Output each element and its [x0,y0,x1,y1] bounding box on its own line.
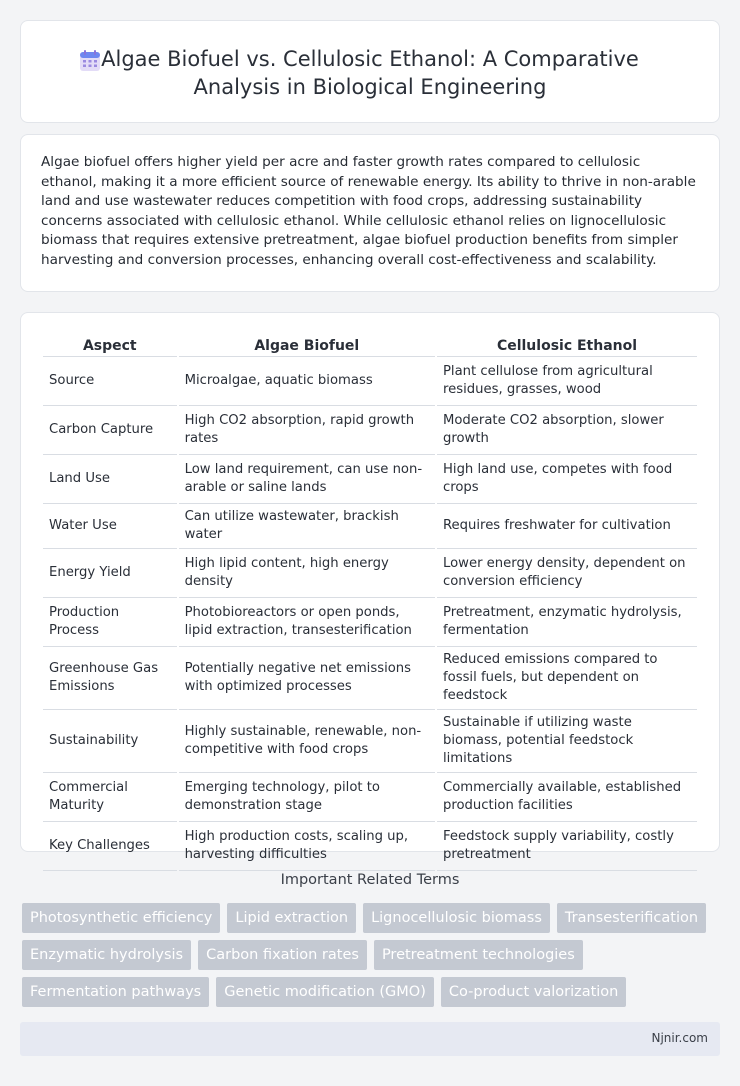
algae-cell: Emerging technology, pilot to demonstration stage [179,773,435,822]
aspect-cell: Water Use [43,504,177,549]
algae-cell: High lipid content, high energy density [179,549,435,598]
related-terms-list [22,903,712,1007]
algae-cell: High CO2 absorption, rapid growth rates [179,406,435,455]
table-row [43,455,697,504]
table-row [43,406,697,455]
related-term-tag[interactable]: Fermentation pathways [22,977,209,1007]
related-term-tag[interactable]: Photosynthetic efficiency [22,903,220,933]
intro-text: Algae biofuel offers higher yield per acre and faster growth rates compared to cellulosic ethanol, making it a more efficient source of renewable energy. Its ability to thrive in non-arable land and use wastewater reduces competition with food crops, addressing sustainability concerns associated with cellulosic ethanol. While cellulosic ethanol relies on lignocellulosic biomass that requires extensive pretreatment, algae biofuel production benefits from simpler harvesting and conversion processes, enhancing overall cost-effectiveness and scalability. [41,154,696,268]
aspect-cell: Source [43,357,177,406]
table-row [43,710,697,773]
related-term-tag[interactable]: Carbon fixation rates [198,940,367,970]
algae-cell: Low land requirement, can use non-arable or saline lands [179,455,435,504]
algae-cell: High production costs, scaling up, harvesting difficulties [179,822,435,871]
aspect-cell: Land Use [43,455,177,504]
column-header: Cellulosic Ethanol [437,331,697,357]
aspect-cell: Sustainability [43,710,177,773]
intro-card [20,134,720,292]
cellulosic-cell: Commercially available, established production facilities [437,773,697,822]
related-term-tag[interactable]: Transesterification [557,903,706,933]
comparison-table [41,331,699,871]
cellulosic-cell: Pretreatment, enzymatic hydrolysis, fermentation [437,598,697,647]
table-row [43,647,697,710]
column-header: Algae Biofuel [179,331,435,357]
related-term-tag[interactable]: Lignocellulosic biomass [363,903,550,933]
cellulosic-cell: Sustainable if utilizing waste biomass, potential feedstock limitations [437,710,697,773]
cellulosic-cell: Lower energy density, dependent on conversion efficiency [437,549,697,598]
table-row [43,504,697,549]
algae-cell: Potentially negative net emissions with optimized processes [179,647,435,710]
aspect-cell: Greenhouse Gas Emissions [43,647,177,710]
aspect-cell: Energy Yield [43,549,177,598]
page-title: Algae Biofuel vs. Cellulosic Ethanol: A Comparative Analysis in Biological Engineering [101,47,639,99]
algae-cell: Microalgae, aquatic biomass [179,357,435,406]
algae-cell: Photobioreactors or open ponds, lipid extraction, transesterification [179,598,435,647]
related-term-tag[interactable]: Genetic modification (GMO) [216,977,434,1007]
cellulosic-cell: Requires freshwater for cultivation [437,504,697,549]
table-row [43,822,697,871]
related-terms-title: Important Related Terms [280,872,460,888]
table-header-row [43,331,697,357]
algae-cell: Can utilize wastewater, brackish water [179,504,435,549]
aspect-cell: Key Challenges [43,822,177,871]
related-term-tag[interactable]: Enzymatic hydrolysis [22,940,191,970]
table-row [43,773,697,822]
cellulosic-cell: Moderate CO2 absorption, slower growth [437,406,697,455]
cellulosic-cell: Plant cellulose from agricultural residues, grasses, wood [437,357,697,406]
table-row [43,598,697,647]
cellulosic-cell: Reduced emissions compared to fossil fuels, but dependent on feedstock [437,647,697,710]
comparison-table-card [20,312,720,862]
footer-site: Njnir.com [651,1031,708,1045]
related-term-tag[interactable]: Co-product valorization [441,977,627,1007]
related-term-tag[interactable]: Pretreatment technologies [374,940,583,970]
column-header: Aspect [43,331,177,357]
table-row [43,549,697,598]
header-card [20,20,720,123]
aspect-cell: Carbon Capture [43,406,177,455]
algae-cell: Highly sustainable, renewable, non-competitive with food crops [179,710,435,773]
aspect-cell: Production Process [43,598,177,647]
footer [20,1022,720,1056]
table-row [43,357,697,406]
related-term-tag[interactable]: Lipid extraction [227,903,356,933]
aspect-cell: Commercial Maturity [43,773,177,822]
cellulosic-cell: High land use, competes with food crops [437,455,697,504]
cellulosic-cell: Feedstock supply variability, costly pretreatment [437,822,697,871]
